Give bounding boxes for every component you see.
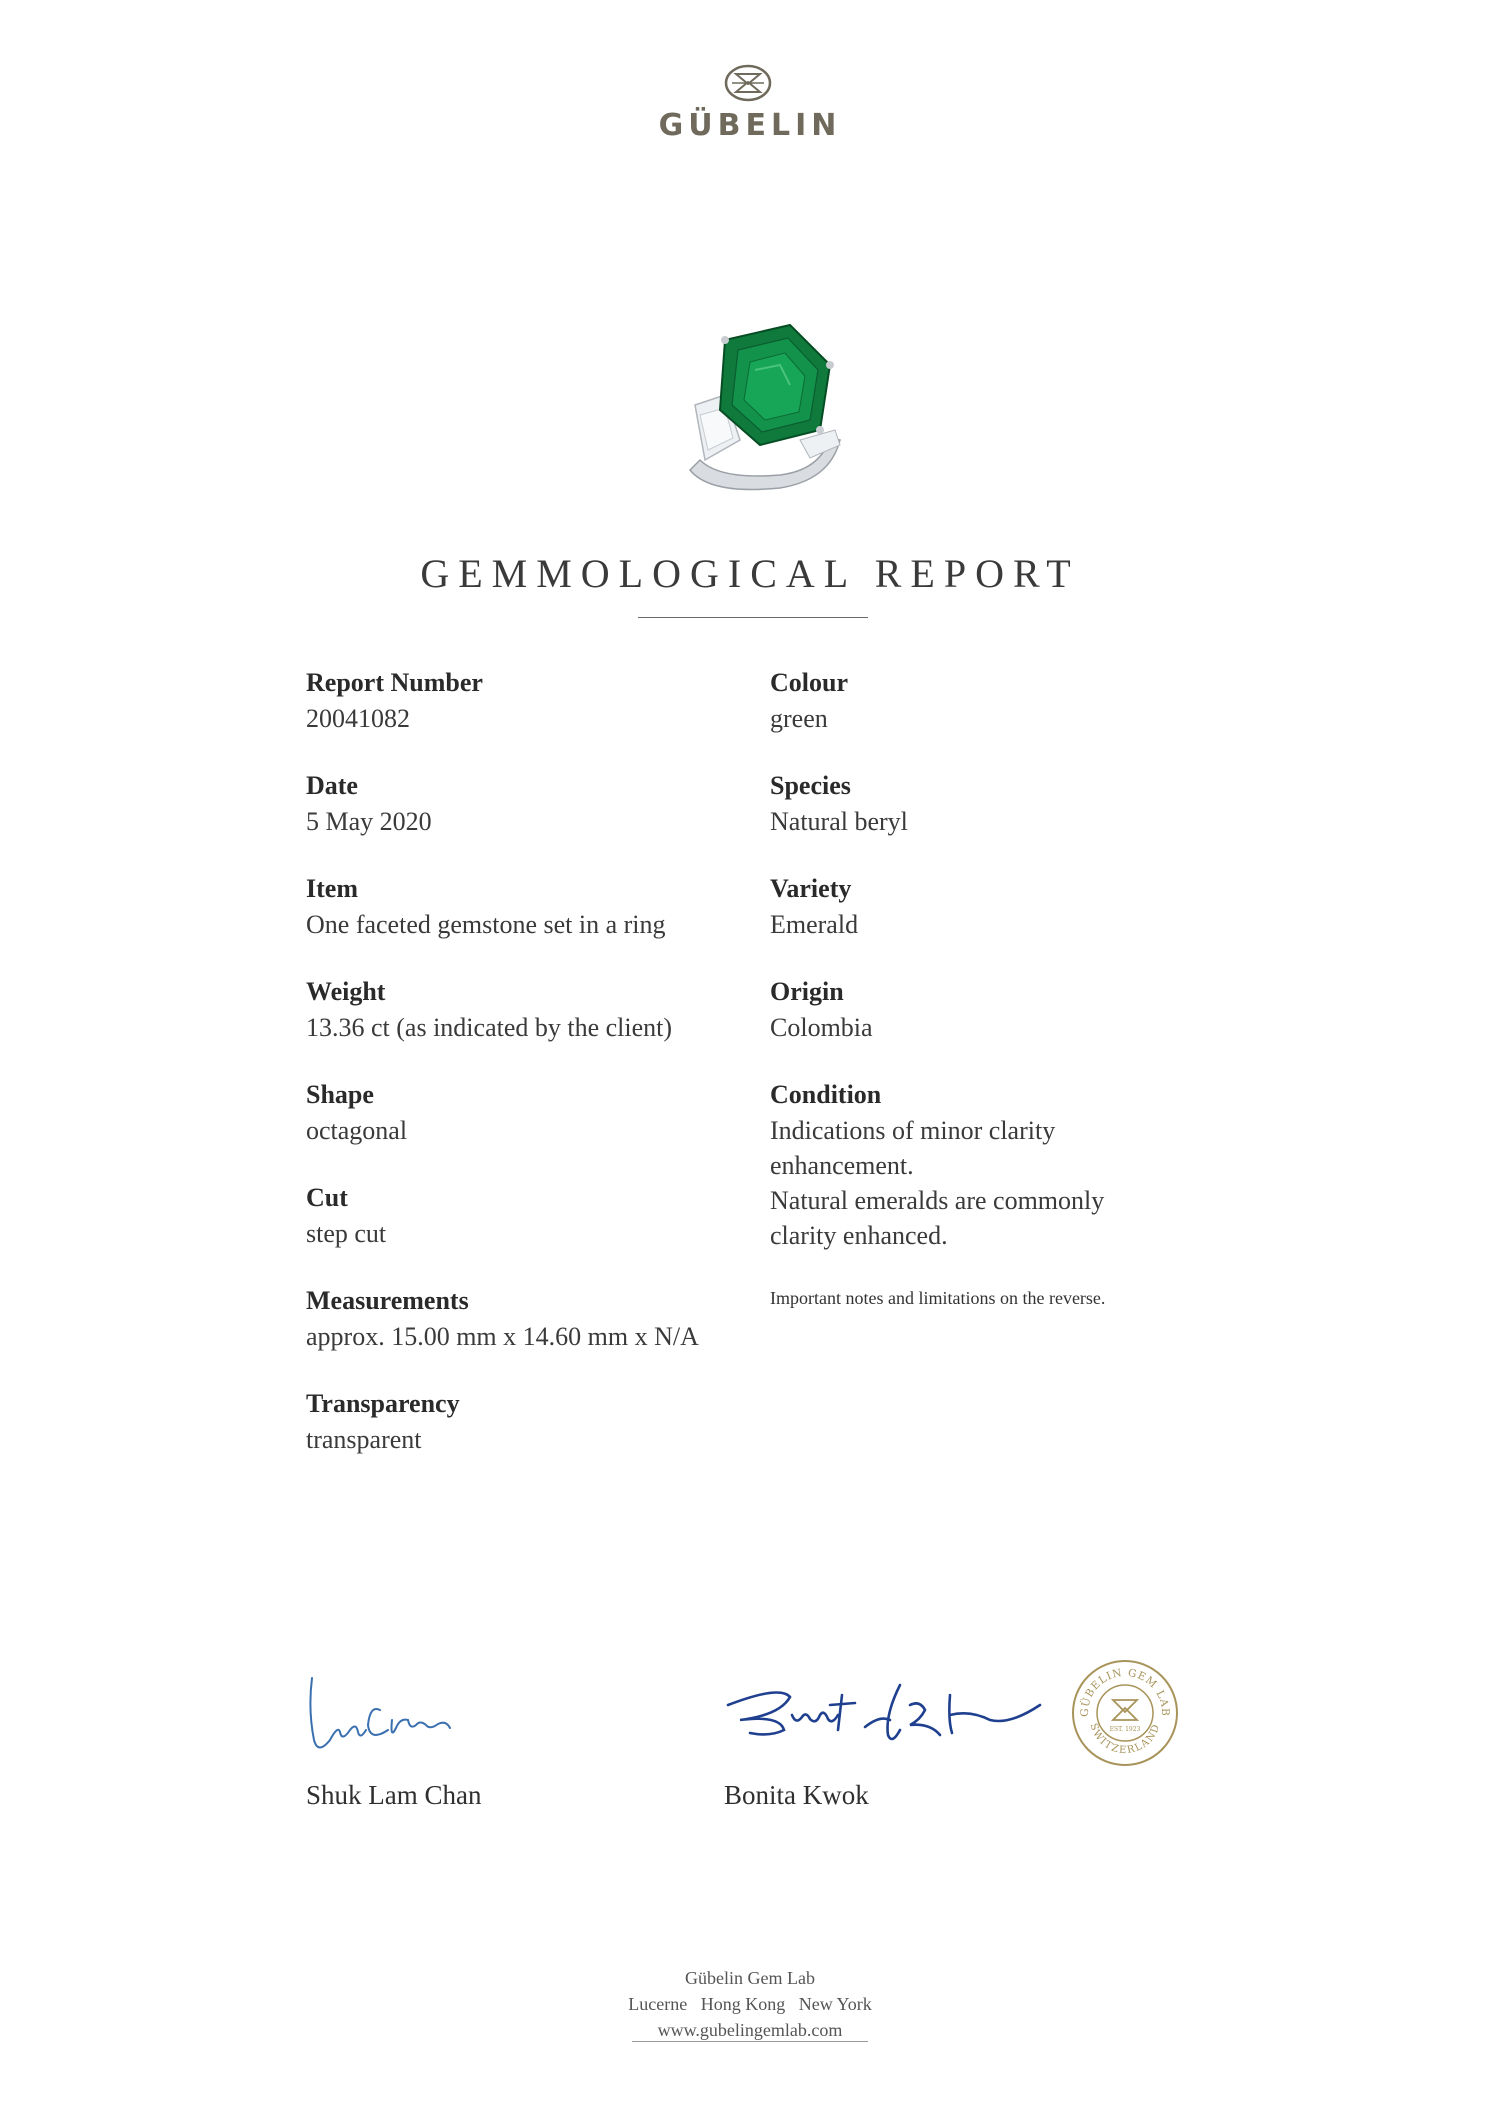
value-condition-line-4: clarity enhanced. <box>770 1221 948 1250</box>
signatory-name-1: Shuk Lam Chan <box>306 1780 482 1810</box>
label-report-number: Report Number <box>306 668 483 697</box>
seal-bottom-text: SWITZERLAND <box>1087 1722 1163 1757</box>
value-transparency: transparent <box>306 1425 422 1454</box>
signature-shuk-lam-chan <box>300 1670 530 1760</box>
brand-name: GÜBELIN <box>658 108 842 143</box>
footer-lab-name: Gübelin Gem Lab <box>685 1968 815 1988</box>
value-item: One faceted gemstone set in a ring <box>306 910 666 939</box>
value-variety: Emerald <box>770 910 859 939</box>
value-condition-line-3: Natural emeralds are commonly <box>770 1186 1105 1215</box>
report-title: GEMMOLOGICAL REPORT <box>420 551 1080 596</box>
footer-cities: Lucerne Hong Kong New York <box>628 1994 872 2014</box>
label-shape: Shape <box>306 1080 374 1109</box>
label-condition: Condition <box>770 1080 882 1109</box>
value-date: 5 May 2020 <box>306 807 432 836</box>
value-species: Natural beryl <box>770 807 908 836</box>
label-origin: Origin <box>770 977 844 1006</box>
label-measurements: Measurements <box>306 1286 469 1315</box>
value-shape: octagonal <box>306 1116 408 1145</box>
seal-est-text: EST. 1923 <box>1109 1726 1141 1733</box>
value-measurements: approx. 15.00 mm x 14.60 mm x N/A <box>306 1322 699 1351</box>
label-weight: Weight <box>306 977 386 1006</box>
gem-lab-seal-icon <box>1070 1658 1180 1768</box>
signature-bonita-kwok <box>720 1675 1050 1755</box>
footer-divider <box>632 2041 868 2042</box>
signatory-name-2: Bonita Kwok <box>724 1780 869 1810</box>
label-item: Item <box>306 874 358 903</box>
label-colour: Colour <box>770 668 848 697</box>
value-cut: step cut <box>306 1219 387 1248</box>
label-cut: Cut <box>306 1183 348 1212</box>
label-variety: Variety <box>770 874 852 903</box>
label-species: Species <box>770 771 851 800</box>
value-condition-line-2: enhancement. <box>770 1151 914 1180</box>
label-date: Date <box>306 771 358 800</box>
value-colour: green <box>770 704 828 733</box>
label-transparency: Transparency <box>306 1389 460 1418</box>
title-divider <box>638 617 868 618</box>
value-weight: 13.36 ct (as indicated by the client) <box>306 1013 673 1042</box>
value-report-number: 20041082 <box>306 704 410 733</box>
footer-url[interactable]: www.gubelingemlab.com <box>657 2020 843 2040</box>
reverse-note: Important notes and limitations on the reverse. <box>770 1288 1106 1308</box>
value-condition-line-1: Indications of minor clarity <box>770 1116 1056 1145</box>
seal-top-text: GÜBELIN GEM LAB <box>1078 1666 1172 1717</box>
emerald-ring-image <box>670 320 850 500</box>
gubelin-emblem-icon <box>718 60 778 106</box>
value-origin: Colombia <box>770 1013 873 1042</box>
